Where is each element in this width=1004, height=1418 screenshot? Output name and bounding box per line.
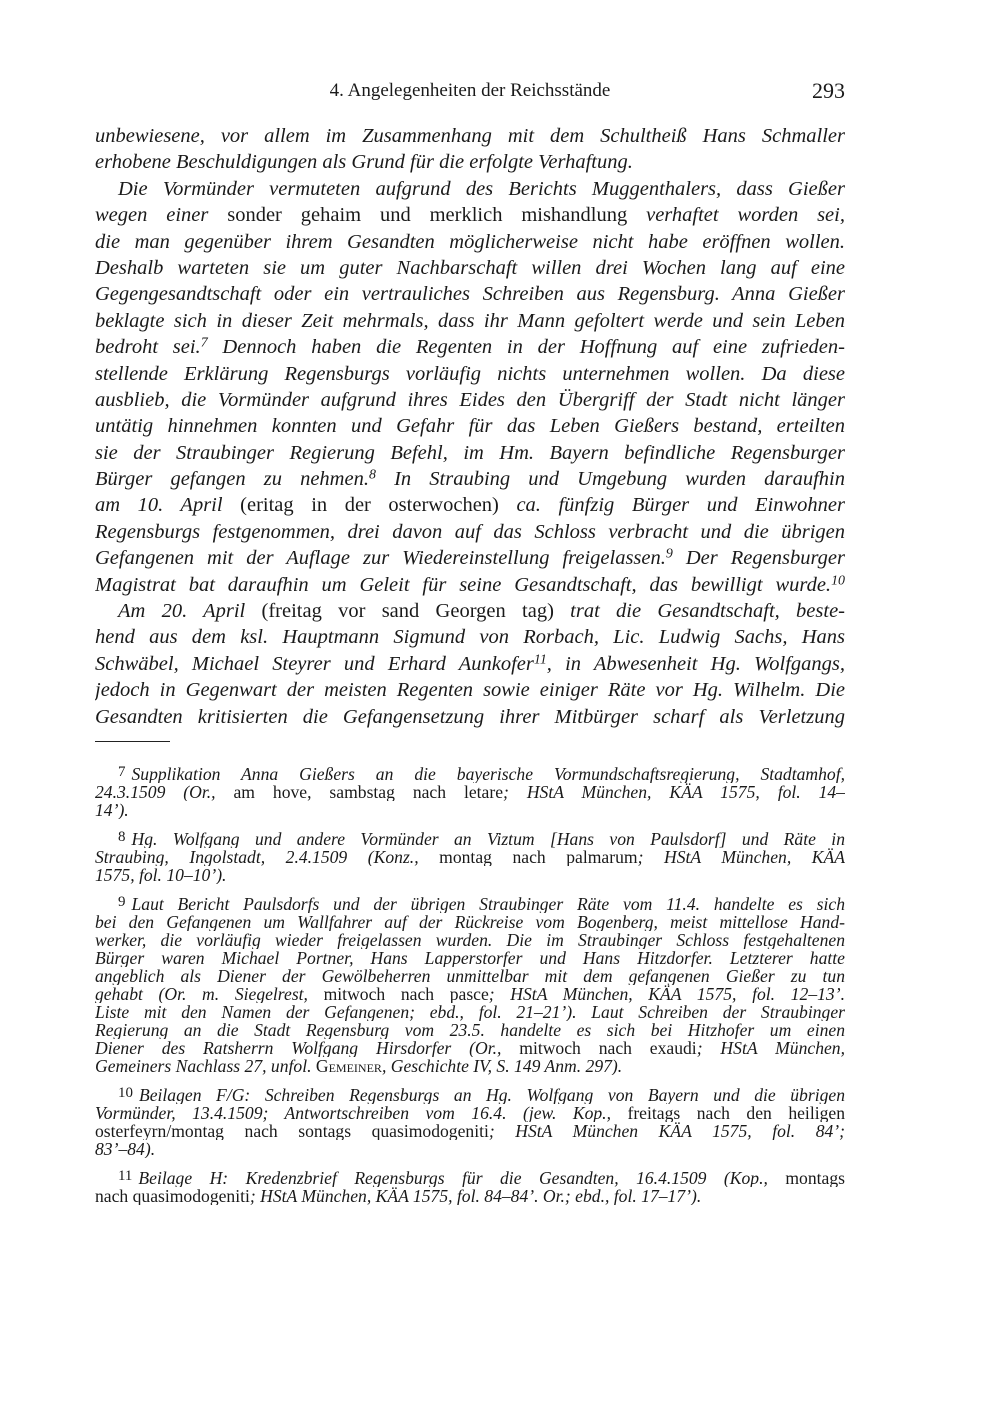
text-line bbox=[95, 229, 845, 255]
text-line bbox=[95, 440, 845, 466]
text-run: ; HStA München, KÄA bbox=[637, 848, 845, 866]
text-run: 24.3.1509 (Or., bbox=[95, 783, 234, 801]
text-line bbox=[95, 123, 845, 149]
text-run: (eritag in der osterwochen) bbox=[240, 494, 517, 517]
footnote-line bbox=[95, 1039, 845, 1057]
text-run: Deshalb warteten sie um guter Nachbarschaft willen drei Wochen lang auf eine bbox=[95, 256, 845, 279]
text-run: nach quasimodogeniti bbox=[95, 1187, 250, 1205]
text-run: Am 20. April bbox=[118, 600, 262, 623]
text-run: die man gegenüber ihrem Gesandten möglicherweise nicht habe eröffnen wollen. bbox=[95, 230, 845, 253]
footnote-line bbox=[95, 895, 845, 913]
footnote-reference: 8 bbox=[368, 467, 376, 483]
text-run: (freitag vor sand Georgen tag) bbox=[261, 600, 571, 623]
text-run: mitwoch nach exaudi bbox=[519, 1039, 697, 1057]
text-line bbox=[95, 149, 845, 175]
text-run: stellende Erklärung Regensburgs vorläufig nichts unternehmen wollen. Da diese bbox=[95, 362, 845, 385]
footnote-line bbox=[95, 1140, 845, 1158]
footnotes bbox=[95, 765, 845, 1216]
text-line bbox=[95, 598, 845, 624]
text-line bbox=[95, 572, 845, 598]
footnote bbox=[95, 830, 845, 884]
text-run: Schwäbel, Michael Steyrer und Erhard Aunkofer bbox=[95, 652, 534, 675]
text-run: Gegengesandtschaft oder ein vertrauliches Schreiben aus Regensburg. Anna Gießer bbox=[95, 283, 845, 306]
footnote-line bbox=[95, 1057, 845, 1075]
text-line bbox=[95, 624, 845, 650]
text-run: Die Vormünder vermuteten aufgrund des Berichts Muggenthalers, dass Gießer bbox=[118, 177, 845, 200]
text-run: Liste mit den Namen der Gefangenen; ebd., fol. 21–21’). Laut Schreiben der Straubinger bbox=[95, 1003, 845, 1021]
text-line bbox=[95, 651, 845, 677]
text-run: ; HStA München, KÄA 1575, fol. 12–13’. bbox=[488, 985, 845, 1003]
paragraph bbox=[95, 176, 845, 598]
text-run: , Geschichte IV, S. 149 Anm. 297). bbox=[381, 1057, 623, 1075]
footnote-line bbox=[95, 913, 845, 931]
footnote-line bbox=[95, 1021, 845, 1039]
text-run: 1575, fol. 10–10’). bbox=[95, 866, 227, 884]
text-line bbox=[95, 466, 845, 492]
text-run: Vormünder, 13.4.1509; Antwortschreiben vom 16.4. (jew. Kop., bbox=[95, 1104, 628, 1122]
footnote-line bbox=[95, 1003, 845, 1021]
text-run: Bürger waren Michael Portner, Hans Lapperstorfer und Hans Hitzdorfer. Letzterer hatte bbox=[95, 949, 845, 967]
text-line bbox=[95, 176, 845, 202]
text-run: Gefangenen mit der Auflage zur Wiedereinstellung freigelassen. bbox=[95, 547, 666, 570]
text-run: montag nach palmarum bbox=[439, 848, 638, 866]
text-run: ; HStA München, KÄA 1575, fol. 14– bbox=[503, 783, 845, 801]
text-run: Diener des Ratsherrn Wolfgang Hirsdorfer (Or., bbox=[95, 1039, 520, 1057]
text-run: untätig hinnehmen konnten und Gefahr für das Leben Gießers bestand, erteilten bbox=[95, 415, 845, 438]
text-run: verhaftet worden sei, bbox=[646, 204, 845, 227]
text-line bbox=[95, 361, 845, 387]
footnote-line bbox=[95, 967, 845, 985]
footnote-line bbox=[95, 985, 845, 1003]
text-run: Gesandten kritisierten die Gefangensetzung ihrer Mitbürger scharf als Verletzung bbox=[95, 705, 845, 728]
text-line bbox=[95, 677, 845, 703]
text-run: Beilage H: Kredenzbrief Regensburgs für die Gesandten, 16.4.1509 (Kop., bbox=[138, 1169, 786, 1187]
text-line bbox=[95, 492, 845, 518]
footnote-line bbox=[95, 1086, 845, 1104]
footnote-number: 9 bbox=[118, 895, 126, 910]
footnote-line bbox=[95, 848, 845, 866]
footnote-line bbox=[95, 801, 845, 819]
text-line bbox=[95, 545, 845, 571]
text-run: 83’–84). bbox=[95, 1140, 156, 1158]
text-run: Dennoch haben die Regenten in der Hoffnung auf eine zufrieden- bbox=[207, 336, 845, 359]
text-run: hend aus dem ksl. Hauptmann Sigmund von Rorbach, Lic. Ludwig Sachs, Hans bbox=[95, 626, 845, 649]
text-run: Beilagen F/G: Schreiben Regensburgs an Hg. Wolfgang von Bayern und die übrigen bbox=[138, 1086, 845, 1104]
text-line bbox=[95, 255, 845, 281]
chapter-title: 4. Angelegenheiten der Reichsstände bbox=[329, 80, 611, 101]
footnote-reference: 11 bbox=[533, 652, 547, 668]
text-run: unbewiesene, vor allem im Zusammenhang mit dem Schultheiß Hans Schmaller bbox=[95, 125, 845, 147]
text-run: Laut Bericht Paulsdorfs und der übrigen Straubinger Räte vom 11.4. handelte es sich bbox=[131, 895, 845, 913]
footnote-reference: 10 bbox=[831, 573, 845, 589]
text-line bbox=[95, 308, 845, 334]
footnote-line bbox=[95, 931, 845, 949]
footnote-line bbox=[95, 830, 845, 848]
footnote bbox=[95, 1169, 845, 1205]
text-run: Regensburgs festgenommen, drei davon auf das Schloss verbracht und die übrigen bbox=[95, 520, 845, 543]
text-line bbox=[95, 334, 845, 360]
text-run: jedoch in Gegenwart der meisten Regenten sowie einiger Räte vor Hg. Wilhelm. Die bbox=[95, 679, 845, 702]
paragraph bbox=[95, 598, 845, 730]
text-run: Straubing, Ingolstadt, 2.4.1509 (Konz., bbox=[95, 848, 440, 866]
footnote-number: 7 bbox=[118, 765, 126, 780]
text-run: am hove, sambstag nach letare bbox=[233, 783, 504, 801]
text-line bbox=[95, 519, 845, 545]
text-run: beklagte sich in dieser Zeit mehrmals, dass ihr Mann gefoltert werde und sein Leben bbox=[95, 309, 845, 332]
text-run: montags bbox=[785, 1169, 845, 1187]
footnote bbox=[95, 895, 845, 1075]
footnote-reference: 9 bbox=[665, 546, 673, 562]
footnote-number: 8 bbox=[118, 830, 126, 845]
paragraph bbox=[95, 123, 845, 176]
footnote-line bbox=[95, 949, 845, 967]
text-line bbox=[95, 387, 845, 413]
text-run: In Straubing und Umgebung wurden daraufhin bbox=[375, 468, 845, 491]
page-number: 293 bbox=[812, 78, 845, 103]
footnote bbox=[95, 1086, 845, 1158]
text-run: bei den Gefangenen um Wallfahrer auf der Rückreise vom Bogenberg, meist mittellose Hand- bbox=[95, 913, 845, 931]
text-run: Supplikation Anna Gießers an die bayerische Vormundschaftsregierung, Stadtamhof, bbox=[131, 765, 845, 783]
footnote-reference: 7 bbox=[200, 335, 208, 351]
text-run: Magistrat bat daraufhin um Geleit für seine Gesandtschaft, das bewilligt wurde. bbox=[95, 573, 832, 596]
text-run: ; HStA München, bbox=[696, 1039, 845, 1057]
text-run: ca. fünfzig Bürger und Einwohner bbox=[516, 494, 845, 517]
footnote-line bbox=[95, 783, 845, 801]
text-run: Regierung an die Stadt Regensburg vom 23.5. handelte es sich bei Hitzhofer um einen bbox=[95, 1021, 845, 1039]
footnote bbox=[95, 765, 845, 819]
text-run: trat die Gesandtschaft, beste- bbox=[570, 600, 845, 623]
footnote-number: 10 bbox=[118, 1086, 133, 1101]
text-run: 14’). bbox=[95, 801, 129, 819]
footnote-line bbox=[95, 1122, 845, 1140]
text-run: wegen einer bbox=[95, 204, 228, 227]
footnote-separator bbox=[95, 741, 170, 742]
text-run: ausblieb, die Vormünder aufgrund ihres Eides den Übergriff der Stadt nicht länger bbox=[95, 388, 845, 411]
text-run: Gemeiner bbox=[315, 1057, 382, 1075]
footnote-line bbox=[95, 1187, 845, 1205]
text-run: , in Abwesenheit Hg. Wolfgangs, bbox=[546, 652, 845, 675]
text-run: erhobene Beschuldigungen als Grund für die erfolgte Verhaftung. bbox=[95, 151, 633, 174]
text-run: Bürger gefangen zu nehmen. bbox=[95, 468, 369, 491]
text-run: bedroht sei. bbox=[95, 336, 201, 359]
text-run: Der Regensburger bbox=[672, 547, 845, 570]
text-run: ; HStA München, KÄA 1575, fol. 84–84’. Or.; ebd., fol. 17–17’). bbox=[249, 1187, 702, 1205]
text-run: am 10. April bbox=[95, 494, 241, 517]
text-run: sie der Straubinger Regierung Befehl, im Hm. Bayern befindliche Regensburger bbox=[95, 441, 845, 464]
text-line bbox=[95, 202, 845, 228]
text-run: freitags nach den heiligen bbox=[627, 1104, 845, 1122]
text-run: osterfeyrn/montag nach sontags quasimodogeniti bbox=[95, 1122, 489, 1140]
text-run: mitwoch nach pasce bbox=[323, 985, 489, 1003]
text-line bbox=[95, 413, 845, 439]
text-run: Hg. Wolfgang und andere Vormünder an Viztum [Hans von Paulsdorf] und Räte in bbox=[131, 830, 845, 848]
footnote-number: 11 bbox=[118, 1169, 133, 1184]
text-line bbox=[95, 281, 845, 307]
footnote-line bbox=[95, 1169, 845, 1187]
footnote-line bbox=[95, 1104, 845, 1122]
text-run: gehabt (Or. m. Siegelrest, bbox=[95, 985, 324, 1003]
footnote-line bbox=[95, 765, 845, 783]
footnote-line bbox=[95, 866, 845, 884]
text-run: ; HStA München KÄA 1575, fol. 84’; bbox=[488, 1122, 845, 1140]
text-run: werker, die vorläufig wieder freigelassen wurden. Die im Straubinger Schloss festgehaltenen bbox=[95, 931, 845, 949]
text-run: Gemeiners Nachlass 27, unfol. bbox=[95, 1057, 316, 1075]
text-line bbox=[95, 704, 845, 730]
text-run: angeblich als Diener der Gewölbeherren unmittelbar mit dem gefangenen Gießer zu tun bbox=[95, 967, 845, 985]
text-run: sonder gehaim und merklich mishandlung bbox=[227, 204, 647, 227]
body-text bbox=[95, 123, 845, 730]
